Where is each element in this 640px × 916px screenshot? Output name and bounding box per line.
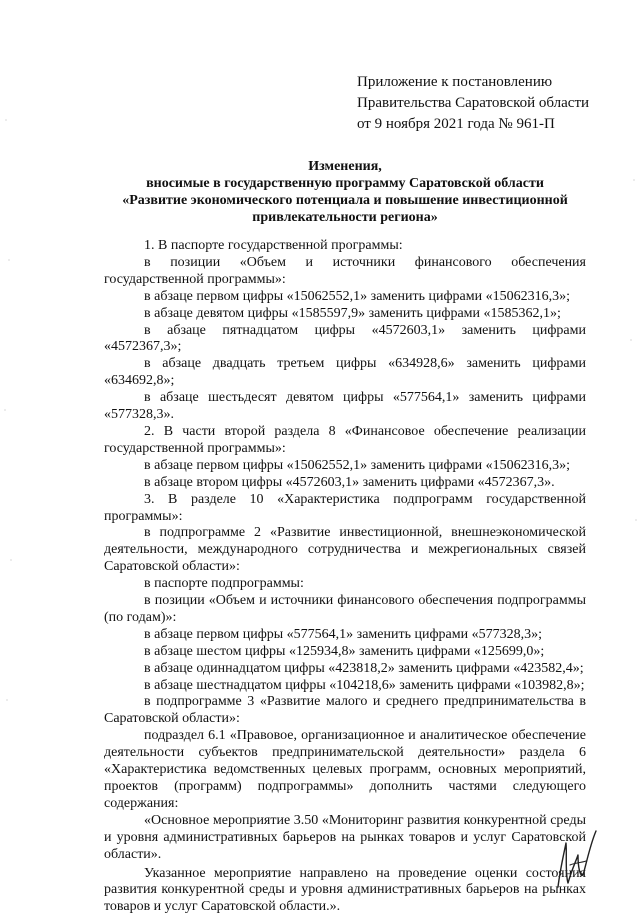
- annex-header: [357, 72, 589, 135]
- paragraph-14: в позиции «Объем и источники финансового обеспечения подпрограммы (по годам)»:: [104, 593, 586, 625]
- paragraph-2: в позиции «Объем и источники финансового обеспечения государственной программы»:: [104, 254, 586, 287]
- annex-line-3: от 9 ноября 2021 года № 961-П: [357, 116, 555, 132]
- document-title: [95, 158, 595, 226]
- title-line-2: вносимые в государственную программу Саратовской области: [146, 176, 544, 191]
- paragraph-12: в подпрограмме 2 «Развитие инвестиционной, внешнеэкономической деятельности, международного сотрудничества и межрегиональных связей Саратовской области»:: [104, 525, 586, 575]
- paragraph-19: в подпрограмме 3 «Развитие малого и среднего предпринимательства в Саратовской области»:: [104, 694, 586, 727]
- paragraph-16: в абзаце шестом цифры «125934,8» заменить цифрами «125699,0»;: [144, 643, 545, 659]
- paragraph-22: Указанное мероприятие направлено на проведение оценки состояния развития конкурентной среды и уровня административных барьеров на рынках товаров и услуг Саратовской области.».: [104, 865, 586, 915]
- paragraph-20: подраздел 6.1 «Правовое, организационное и аналитическое обеспечение деятельности субъектов предпринимательской деятельности» раздела 6 «Характеристика ведомственных целевых программ, основных мероприятий, проектов (программ) подпрограммы» дополнить частями следующего содержания:: [104, 728, 586, 811]
- annex-line-2: Правительства Саратовской области: [357, 95, 590, 111]
- title-line-1: Изменения,: [308, 159, 382, 174]
- paragraph-4: в абзаце девятом цифры «1585597,9» заменить цифрами «1585362,1»;: [144, 305, 561, 321]
- paragraph-18: в абзаце шестнадцатом цифры «104218,6» заменить цифрами «103982,8»;: [144, 677, 585, 693]
- paragraph-13: в паспорте подпрограммы:: [144, 576, 304, 592]
- paragraph-11: 3. В разделе 10 «Характеристика подпрограмм государственной программы»:: [104, 491, 586, 524]
- paragraph-1: 1. В паспорте государственной программы:: [144, 238, 403, 253]
- paragraph-9: в абзаце первом цифры «15062552,1» заменить цифрами «15062316,3»;: [144, 457, 570, 473]
- paragraph-17: в абзаце одиннадцатом цифры «423818,2» заменить цифрами «423582,4»;: [144, 660, 584, 676]
- paragraph-7: в абзаце шестьдесят девятом цифры «577564,1» заменить цифрами «577328,3».: [104, 390, 586, 423]
- paragraph-15: в абзаце первом цифры «577564,1» заменить цифрами «577328,3»;: [144, 626, 542, 642]
- handwritten-signature: [550, 825, 605, 895]
- paragraph-8: 2. В части второй раздела 8 «Финансовое обеспечение реализации государственной программы»:: [104, 423, 586, 456]
- title-line-3: «Развитие экономического потенциала и повышение инвестиционной: [122, 193, 568, 208]
- annex-line-1: Приложение к постановлению: [357, 74, 553, 90]
- title-line-4: привлекательности региона»: [252, 210, 438, 225]
- paragraph-21: «Основное мероприятие 3.50 «Мониторинг развития конкурентной среды и уровня административных барьеров на рынках товаров и услуг Саратовской области».: [104, 812, 586, 862]
- paragraph-3: в абзаце первом цифры «15062552,1» заменить цифрами «15062316,3»;: [144, 288, 570, 304]
- paragraph-6: в абзаце двадцать третьем цифры «634928,6» заменить цифрами «634692,8»;: [104, 356, 586, 389]
- paragraph-5: в абзаце пятнадцатом цифры «4572603,1» заменить цифрами «4572367,3»;: [104, 322, 586, 355]
- paragraph-10: в абзаце втором цифры «4572603,1» заменить цифрами «4572367,3».: [144, 474, 555, 490]
- document-body: [104, 238, 586, 916]
